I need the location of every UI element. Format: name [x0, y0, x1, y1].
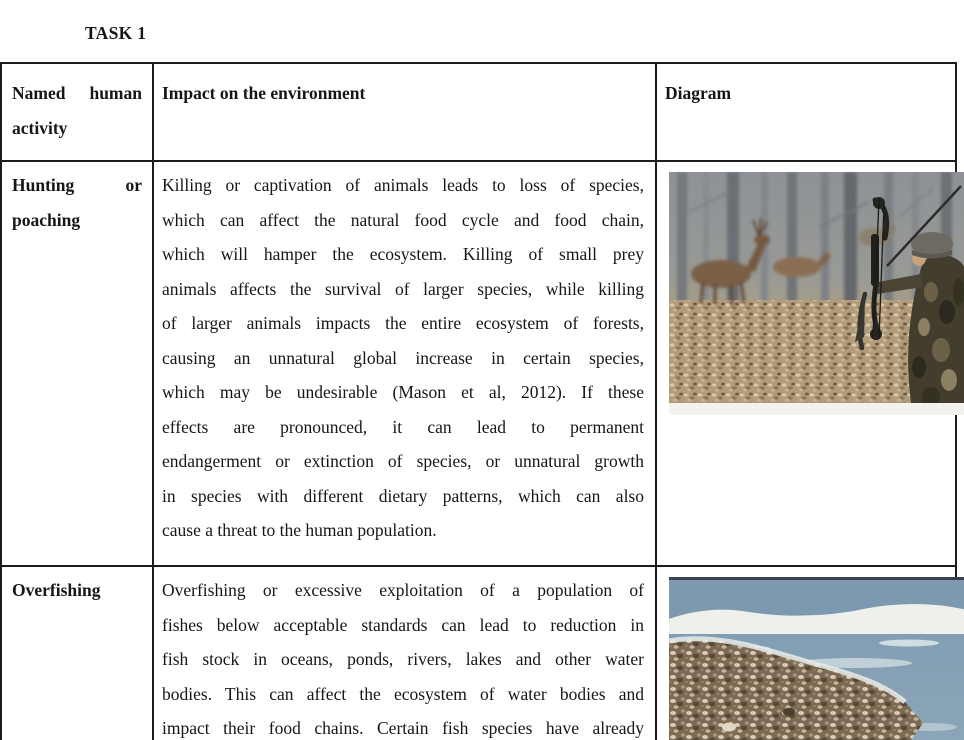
text-line: activity — [12, 117, 68, 138]
text-line: in species with different dietary patterns, which can also — [162, 485, 644, 506]
text-line: Killing or captivation of animals leads to loss of species, — [162, 175, 644, 195]
text-line: which may be undesirable (Mason et al, 2012). If these — [162, 382, 644, 402]
task-title: TASK 1 — [85, 23, 147, 43]
hunting-photo — [669, 172, 964, 415]
text-line: Hunting or — [12, 175, 142, 195]
text-line: effects are pronounced, it can lead to permanent — [162, 416, 644, 437]
col-header-named-human-activity — [2, 64, 152, 160]
text-line: causing an unnatural global increase in certain species, — [162, 347, 644, 368]
col-header-impact-on-environment — [152, 64, 655, 160]
text-line: cause a threat to the human population. — [162, 520, 437, 540]
row-hunting-activity-cell — [2, 160, 152, 565]
row-overfishing-diagram-cell — [655, 565, 955, 740]
text-line: endangerment or extinction of species, or unnatural growth — [162, 451, 644, 471]
row-hunting-impact-cell — [152, 160, 655, 565]
text-line: bodies. This can affect the ecosystem of water bodies and — [162, 683, 644, 704]
text-line: of larger animals impacts the entire ecosystem of forests, — [162, 313, 644, 333]
text-line: Impact on the environment — [162, 83, 366, 103]
activities-table — [0, 62, 957, 740]
text-line: Overfishing — [12, 580, 101, 600]
text-line: Overfishing or excessive exploitation of a population of — [162, 580, 644, 600]
text-line: fishes below acceptable standards can lead to reduction in — [162, 614, 644, 635]
text-line: which can affect the natural food cycle and food chain, — [162, 209, 644, 230]
row-hunting-diagram-cell — [655, 160, 955, 565]
text-line: impact their food chains. Certain fish species have already — [162, 718, 644, 738]
overfishing-photo — [669, 577, 964, 740]
row-overfishing-impact-cell — [152, 565, 655, 740]
text-line: poaching — [12, 209, 81, 230]
row-overfishing-activity-cell — [2, 565, 152, 740]
text-line: which will hamper the ecosystem. Killing of small prey — [162, 244, 644, 264]
col-header-diagram — [655, 64, 955, 160]
text-line: animals affects the survival of larger species, while killing — [162, 278, 644, 299]
text-line: fish stock in oceans, ponds, rivers, lakes and other water — [162, 649, 644, 669]
text-line: Named human — [12, 83, 142, 103]
text-line: Diagram — [665, 83, 732, 103]
